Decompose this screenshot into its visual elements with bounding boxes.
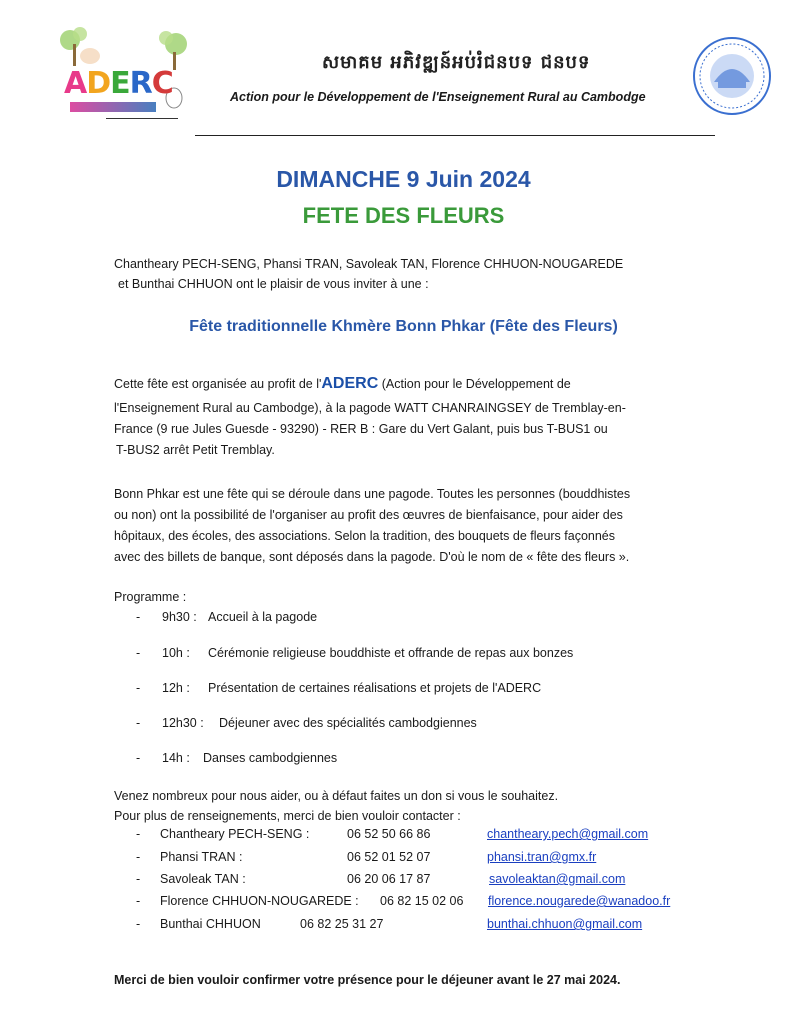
bullet-dash: - [136, 827, 141, 841]
programme-text: Accueil à la pagode [208, 610, 318, 624]
programme-label: Programme : [114, 590, 187, 604]
contact-name: Bunthai CHHUON [160, 917, 261, 931]
event-name-title: FETE DES FLEURS [302, 203, 505, 228]
event-date-title: DIMANCHE 9 Juin 2024 [276, 166, 531, 192]
contact-phone: 06 82 25 31 27 [300, 917, 384, 931]
closing-line-1: Venez nombreux pour nous aider, ou à défaut faites un don si vous le souhaitez. [114, 789, 559, 803]
invitation-line-2: et Bunthai CHHUON ont le plaisir de vous inviter à une : [118, 277, 429, 291]
programme-time: 12h : [162, 681, 190, 695]
organisation-line-3: France (9 rue Jules Guesde - 93290) - RER B : Gare du Vert Galant, puis bus T-BUS1 ou [114, 422, 608, 436]
contact-row [0, 894, 807, 914]
programme-time: 10h : [162, 646, 190, 660]
contact-phone: 06 20 06 17 87 [347, 872, 431, 886]
contact-name: Chantheary PECH-SENG : [160, 827, 310, 841]
closing-line-2: Pour plus de renseignements, merci de bien vouloir contacter : [114, 809, 461, 823]
contact-row [0, 917, 807, 937]
bullet-dash: - [136, 681, 141, 695]
logo-text: ADERC [64, 66, 173, 101]
contact-email-link[interactable]: savoleaktan@gmail.com [489, 872, 626, 886]
bullet-dash: - [136, 646, 141, 660]
organisation-line-1 [114, 373, 571, 395]
footer-note: Merci de bien vouloir confirmer votre présence pour le déjeuner avant le 27 mai 2024. [114, 973, 621, 987]
bullet-dash: - [136, 917, 141, 931]
bullet-dash: - [136, 894, 141, 908]
contact-row [0, 850, 807, 870]
header-divider [195, 135, 715, 136]
contact-phone: 06 52 01 52 07 [347, 850, 431, 864]
programme-text: Présentation de certaines réalisations et projets de l'ADERC [208, 681, 542, 695]
bullet-dash: - [136, 751, 141, 765]
aderc-highlight: ADERC [321, 375, 379, 392]
description-line-2: ou non) ont la possibilité de l'organiser au profit des œuvres de bienfaisance, pour aider des [114, 508, 623, 522]
contact-name: Florence CHHUON-NOUGAREDE : [160, 894, 359, 908]
contact-phone: 06 52 50 66 86 [347, 827, 431, 841]
programme-text: Déjeuner avec des spécialités cambodgiennes [219, 716, 477, 730]
contact-email-link[interactable]: bunthai.chhuon@gmail.com [487, 917, 643, 931]
organisation-text-before: Cette fête est organisée au profit de l' [114, 377, 322, 391]
contact-email-link[interactable]: florence.nougarede@wanadoo.fr [488, 894, 671, 908]
logo-tagline-bar [70, 102, 156, 112]
organisation-line-4: T-BUS2 arrêt Petit Tremblay. [116, 443, 275, 457]
organisation-text-after: (Action pour le Développement de [378, 377, 571, 391]
contact-name: Phansi TRAN : [160, 850, 243, 864]
programme-time: 14h : [162, 751, 190, 765]
contact-email-link[interactable]: phansi.tran@gmx.fr [487, 850, 597, 864]
logo-underline [106, 118, 178, 119]
description-line-3: hôpitaux, des écoles, des associations. Selon la tradition, des bouquets de fleurs façonnés [114, 529, 616, 543]
bullet-dash: - [136, 716, 141, 730]
bullet-dash: - [136, 610, 141, 624]
org-subtitle: Action pour le Développement de l'Enseignement Rural au Cambodge [230, 90, 646, 104]
description-line-4: avec des billets de banque, sont déposés dans la pagode. D'où le nom de « fête des fleurs ». [114, 550, 630, 564]
contact-phone: 06 82 15 02 06 [380, 894, 464, 908]
contact-row [0, 872, 807, 892]
contact-email-link[interactable]: chantheary.pech@gmail.com [487, 827, 649, 841]
seal-stamp-icon [692, 36, 772, 116]
khmer-org-title: សមាគម អភិវឌ្ឍន៍អប់រំជនបទ ជនបទ [322, 52, 591, 73]
fete-name-heading: Fête traditionnelle Khmère Bonn Phkar (Fête des Fleurs) [189, 318, 618, 335]
bullet-dash: - [136, 872, 141, 886]
organisation-line-2: l'Enseignement Rural au Cambodge), à la pagode WATT CHANRAINGSEY de Tremblay-en- [114, 401, 626, 415]
bullet-dash: - [136, 850, 141, 864]
contact-name: Savoleak TAN : [160, 872, 246, 886]
programme-time: 12h30 : [162, 716, 204, 730]
description-line-1: Bonn Phkar est une fête qui se déroule dans une pagode. Toutes les personnes (bouddhistes [114, 487, 631, 501]
contact-row [0, 827, 807, 847]
aderc-logo [56, 26, 196, 118]
invitation-line-1: Chantheary PECH-SENG, Phansi TRAN, Savoleak TAN, Florence CHHUON-NOUGAREDE [114, 257, 624, 271]
programme-text: Danses cambodgiennes [203, 751, 338, 765]
programme-time: 9h30 : [162, 610, 197, 624]
programme-text: Cérémonie religieuse bouddhiste et offrande de repas aux bonzes [208, 646, 574, 660]
